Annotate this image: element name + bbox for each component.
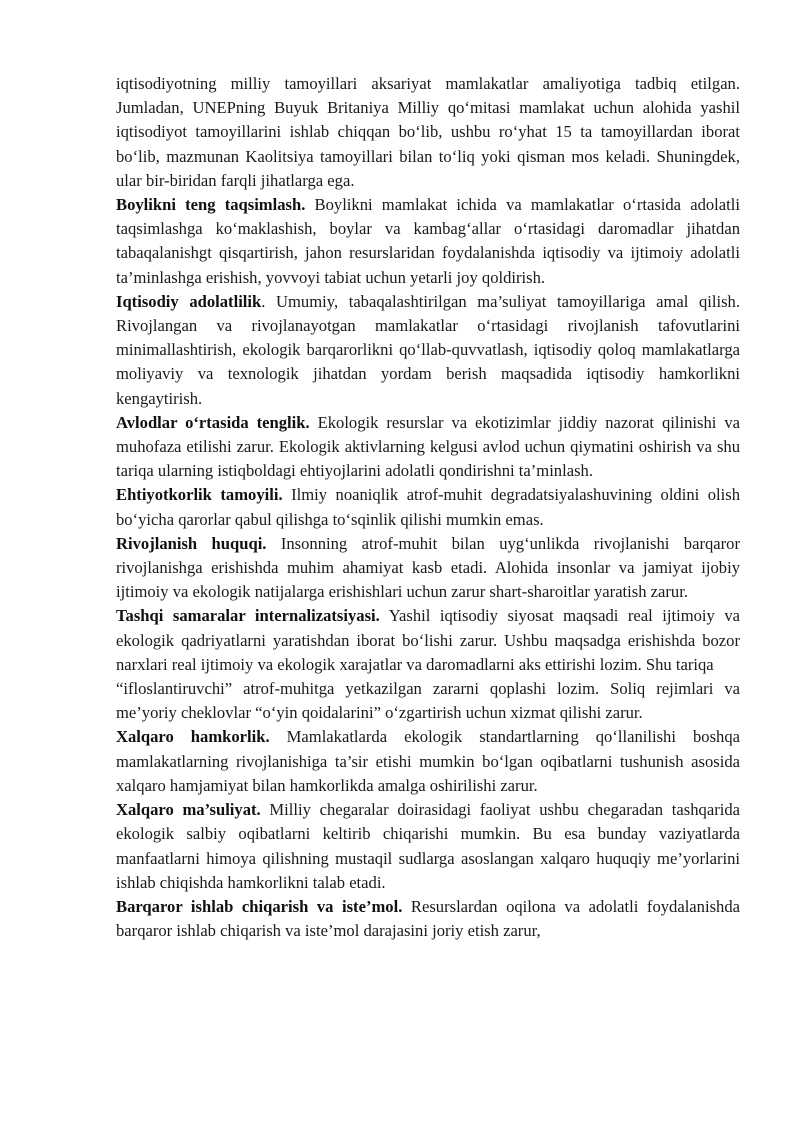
paragraph-heading: Iqtisodiy adolatlilik: [116, 291, 262, 311]
paragraph-text: Yashil iqtisodiy siyosat maqsadi real ijtimoiy va ekologik qadriyatlarni yaratishdan iborat bo‘lishi zarur. Ushbu maqsadga erishishda bozor narxlari real ijtimoiy va ekologik xarajatlar va daromadlarni aks ettirishi lozim. Shu tariqa: [116, 606, 740, 674]
paragraph-text: “ifloslantiruvchi” atrof-muhitga yetkazilgan zararni qoplashi lozim. Soliq rejimlari va me’yoriy cheklovlar “o‘yin qoidalarini” o‘zgartirish uchun xizmat qilishi zarur.: [116, 679, 740, 723]
paragraph-precautionary-principle: [116, 483, 740, 531]
paragraph-text: iqtisodiyotning milliy tamoyillari aksariyat mamlakatlar amaliyotiga tadbiq etilgan. Jumladan, UNEPning Buyuk Britaniya Milliy qo‘mitasi mamlakat uchun alohida yashil iqtisodiyot tamoyillarini ishlab chiqqan bo‘lib, ushbu ro‘yhat 15 ta tamoyillardan iborat bo‘lib, mazmunan Kaolitsiya tamoyillari bilan to‘liq yoki qisman mos keladi. Shuningdek, ular bir-biridan farqli jihatlarga ega.: [116, 74, 740, 190]
paragraph-intro: [116, 72, 740, 193]
paragraph-heading: Boylikni teng taqsimlash.: [116, 195, 306, 215]
paragraph-text: Ilmiy noaniqlik atrof-muhit degradatsiyalashuvining oldini olish bo‘yicha qarorlar qabul qilishga to‘sqinlik qilishi mumkin emas.: [116, 485, 741, 529]
document-body: [116, 72, 740, 943]
paragraph-heading: Xalqaro ma’suliyat.: [116, 800, 261, 820]
paragraph-international-responsibility: [116, 798, 740, 895]
paragraph-heading: Rivojlanish huquqi.: [116, 533, 267, 553]
paragraph-economic-fairness: [116, 290, 740, 411]
paragraph-intergenerational-equity: [116, 411, 740, 484]
paragraph-text: . Umumiy, tabaqalashtirilgan ma’suliyat tamoyillariga amal qilish. Rivojlangan va rivojlanayotgan mamlakatlar o‘rtasidagi rivojlanish tafovutlarini minimallashtirish, ekologik barqarorlikni qo‘llab-quvvatlash, iqtisodiy qoloq mamlakatlarga moliyaviy va texnologik jihatdan yordam berish maqsadida iqtisodiy hamkorlikni kengaytirish.: [116, 291, 740, 408]
paragraph-heading: Tashqi samaralar internalizatsiyasi.: [116, 606, 380, 626]
paragraph-heading: Ehtiyotkorlik tamoyili.: [116, 485, 283, 505]
paragraph-polluter-pays: [116, 677, 740, 725]
paragraph-text: Resurslardan oqilona va adolatli foydalanishda barqaror ishlab chiqarish va iste’mol darajasini joriy etish zarur,: [116, 896, 741, 941]
paragraph-text: Mamlakatlarda ekologik standartlarning qo‘llanilishi boshqa mamlakatlarning rivojlanishiga ta’sir etishi mumkin bo‘lgan oqibatlarni tushunish asosida xalqaro hamjamiyat bilan hamkorlikda amalga oshirilishi zarur.: [116, 727, 740, 795]
paragraph-text: Insonning atrof-muhit bilan uyg‘unlikda rivojlanishi barqaror rivojlanishga erishishda muhim ahamiyat kasb etadi. Alohida insonlar va jamiyat ijobiy ijtimoiy va ekologik natijalarga erishishlari uchun zarur shart-sharoitlar yaratish zarur.: [116, 533, 740, 602]
paragraph-sustainable-production: [116, 895, 740, 943]
paragraph-heading: Xalqaro hamkorlik.: [116, 727, 270, 747]
paragraph-text: Ekologik resurslar va ekotizimlar jiddiy nazorat qilinishi va muhofaza etilishi zarur. Ekologik aktivlarning kelgusi avlod uchun qiymatini oshirish va shu tariqa ularning istiqboldagi ehtiyojlarini adolatli qondirishni ta’minlash.: [116, 412, 740, 481]
paragraph-text: Milliy chegaralar doirasidagi faoliyat ushbu chegaradan tashqarida ekologik salbiy oqibatlarni keltirib chiqarishi mumkin. Bu esa bunday vaziyatlarda manfaatlarni himoya qilishning mustaqil sudlarga asoslangan xalqaro huquqiy me’yorlarini ishlab chiqishda hamkorlikni talab etadi.: [116, 800, 740, 892]
paragraph-heading: Avlodlar o‘rtasida tenglik.: [116, 412, 310, 432]
paragraph-externalities: [116, 604, 740, 677]
paragraph-wealth-distribution: [116, 193, 740, 290]
paragraph-right-to-development: [116, 532, 740, 605]
paragraph-international-cooperation: [116, 725, 740, 798]
paragraph-heading: Barqaror ishlab chiqarish va iste’mol.: [116, 896, 403, 916]
paragraph-text: Boylikni mamlakat ichida va mamlakatlar o‘rtasida adolatli taqsimlashga ko‘maklashish, boylar va kambag‘allar o‘rtasidagi daromadlar jihatdan tabaqalanishgt qisqartirish, jahon resurslaridan foydalanishda iqtisodiy va ijtimoiy adolatli ta’minlashga erishish, yovvoyi tabiat uchun yetarli joy qoldirish.: [116, 195, 740, 287]
